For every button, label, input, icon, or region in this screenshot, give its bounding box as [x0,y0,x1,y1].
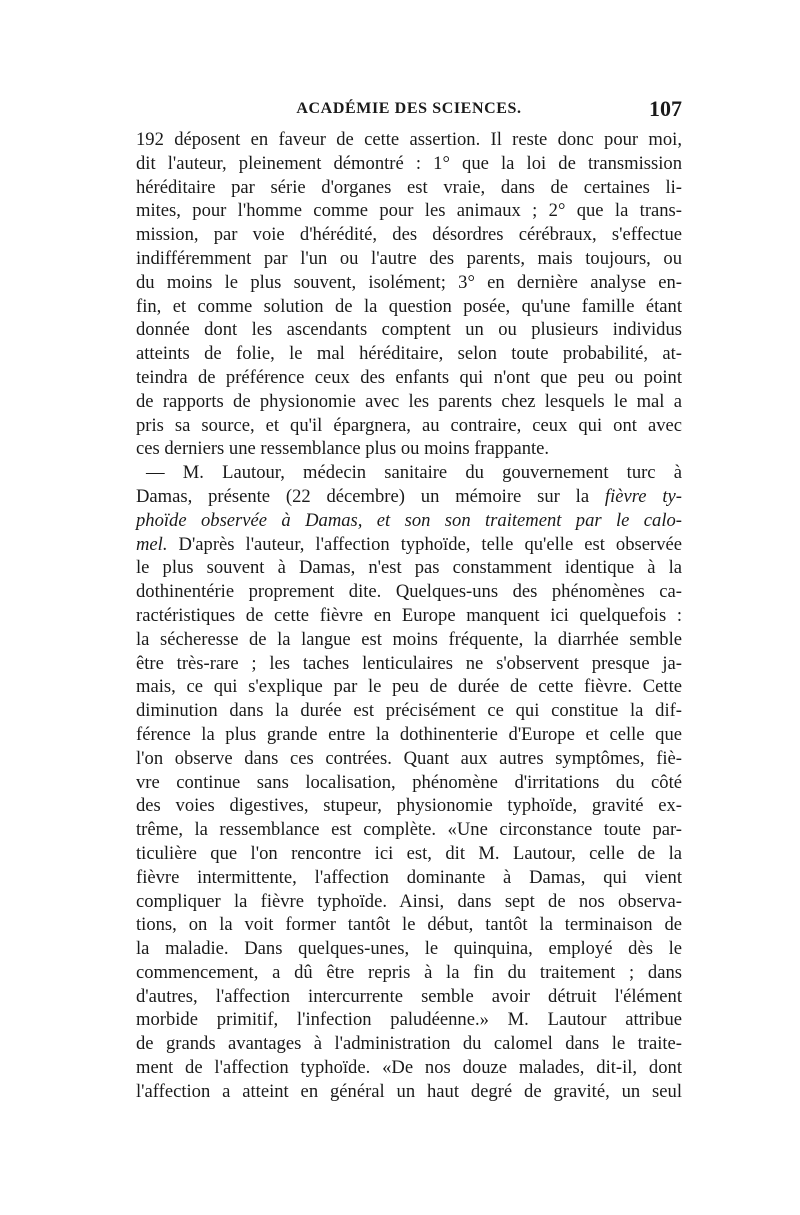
text-line: du moins le plus souvent, isolément; 3° en dernière analyse en- [136,271,682,293]
text-line: l'affection a atteint en général un haut degré de gravité, un seul [136,1080,682,1102]
body-text [136,128,682,1104]
text-line: — M. Lautour, médecin sanitaire du gouvernement turc à [146,462,682,484]
text-line: d'autres, l'affection intercurrente semble avoir détruit l'élément [136,985,682,1007]
text-line: pris sa source, et qu'il épargnera, au contraire, ceux qui ont avec [136,414,682,436]
text-line: tions, on la voit former tantôt le début, tantôt la terminaison de [136,914,682,936]
text-line: ticulière que l'on rencontre ici est, dit M. Lautour, celle de la [136,842,682,864]
text-line: héréditaire par série d'organes est vraie, dans de certaines li- [136,176,682,198]
page-header [136,96,682,126]
text-line: des voies digestives, stupeur, physionomie typhoïde, gravité ex- [136,795,682,817]
text-line: dit l'auteur, pleinement démontré : 1° que la loi de transmission [136,152,682,174]
text-line: mission, par voie d'hérédité, des désordres cérébraux, s'effectue [136,224,682,246]
text-line: commencement, a dû être repris à la fin du traitement ; dans [136,961,682,983]
text-line: férence la plus grande entre la dothinenterie d'Europe et celle que [136,723,682,745]
text-line: l'on observe dans ces contrées. Quant aux autres symptômes, fiè- [136,747,682,769]
text-fragment: Damas, présente (22 décembre) un mémoire sur la [136,485,590,507]
text-line: trême, la ressemblance est complète. «Une circonstance toute par- [136,819,682,841]
text-line: ces derniers une ressemblance plus ou moins frappante. [136,438,550,460]
text-line: compliquer la fièvre typhoïde. Ainsi, dans sept de nos observa- [136,890,682,912]
text-line: diminution dans la durée est précisément ce qui constitue la dif- [136,700,682,722]
italic-title-fragment: phoïde observée à Damas, et son son traitement par le calo- [136,509,682,531]
page-number: 107 [649,96,682,121]
text-line: ractéristiques de cette fièvre en Europe manquent ici quelquefois : [136,604,682,626]
text-line: atteints de folie, le mal héréditaire, selon toute probabilité, at- [136,343,682,365]
text-line: teindra de préférence ceux des enfants qui n'ont que peu ou point [136,366,682,388]
text-line: vre continue sans localisation, phénomène d'irritations du côté [136,771,682,793]
text-line: être très-rare ; les taches lenticulaires ne s'observent presque ja- [136,652,682,674]
text-line: la maladie. Dans quelques-unes, le quinquina, employé dès le [136,938,682,960]
text-line: le plus souvent à Damas, n'est pas constamment identique à la [136,557,682,579]
text-line: mais, ce qui s'explique par le peu de durée de cette fièvre. Cette [136,676,682,698]
italic-title-fragment: mel. [136,533,168,555]
text-line: donnée dont les ascendants comptent un ou plusieurs individus [136,319,682,341]
text-line: de rapports de physionomie avec les parents chez lesquels le mal a [136,390,682,412]
text-line: la sécheresse de la langue est moins fréquente, la diarrhée semble [136,628,682,650]
text-line: indifféremment par l'un ou l'autre des parents, mais toujours, ou [136,247,682,269]
text-line: fin, et comme solution de la question posée, qu'une famille étant [136,295,682,317]
italic-text-line [136,509,682,533]
text-line: 192 déposent en faveur de cette assertion. Il reste donc pour moi, [136,129,682,150]
text-line-with-italic [136,533,682,557]
text-line: fièvre intermittente, l'affection dominante à Damas, qui vient [136,866,682,888]
italic-title-fragment: fièvre ty- [604,485,682,507]
text-line-with-italic [136,485,682,509]
text-line: de grands avantages à l'administration du calomel dans le traite- [136,1033,682,1055]
running-title: ACADÉMIE DES SCIENCES. [296,100,522,117]
text-line: ment de l'affection typhoïde. «De nos douze malades, dit-il, dont [136,1057,682,1079]
text-line: dothinentérie proprement dite. Quelques-uns des phénomènes ca- [136,581,682,603]
text-fragment: D'après l'auteur, l'affection typhoïde, telle qu'elle est observée [167,533,682,555]
text-line: morbide primitif, l'infection paludéenne.» M. Lautour attribue [136,1009,682,1031]
text-line: mites, pour l'homme comme pour les animaux ; 2° que la trans- [136,200,682,222]
